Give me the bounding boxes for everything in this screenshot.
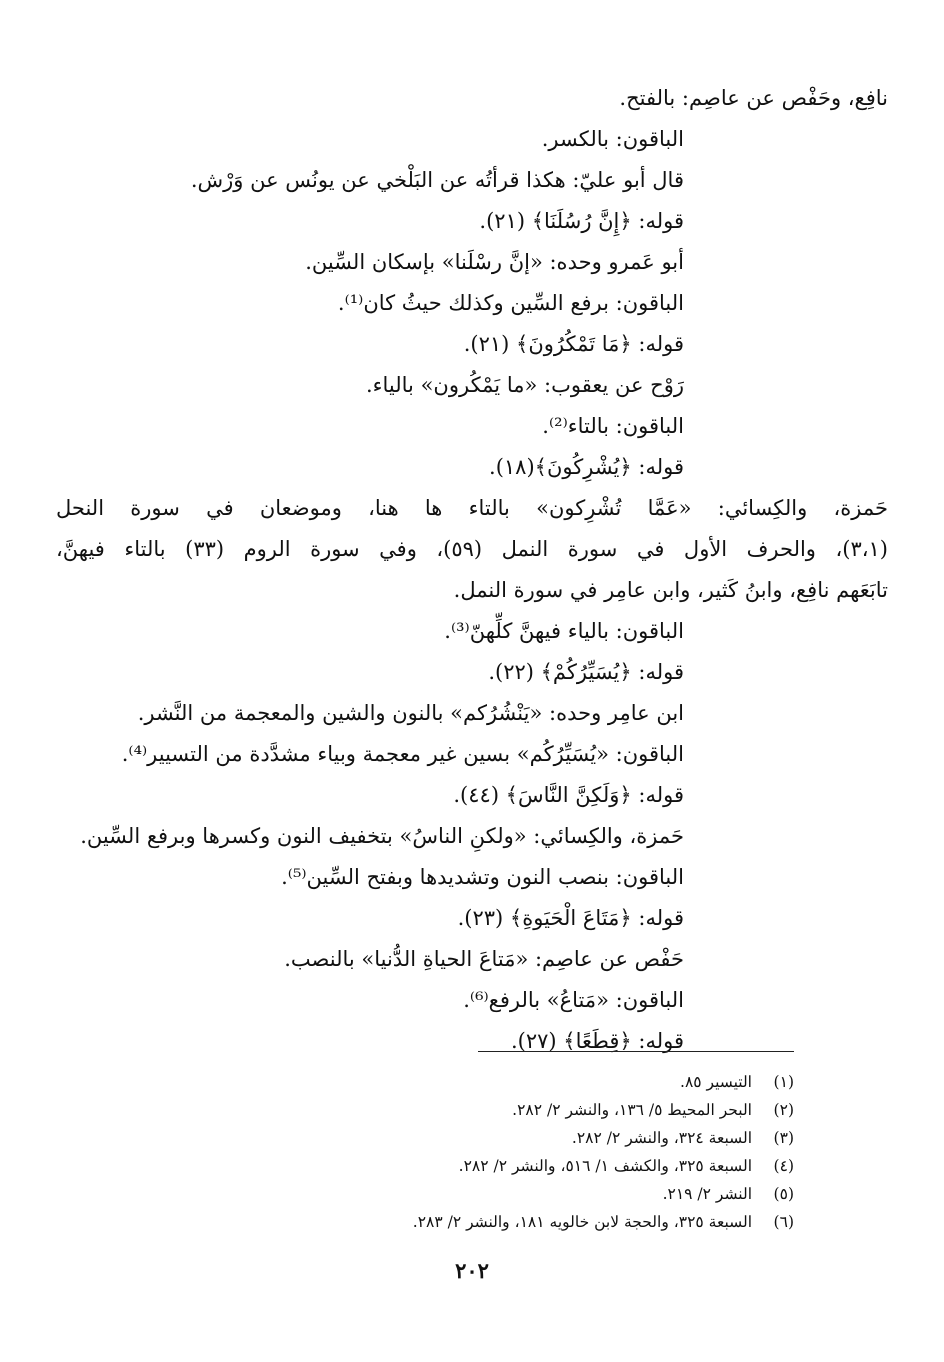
footnote-text: السبعة ٣٢٥، والكشف ١/ ٥١٦، والنشر ٢/ ٢٨٢. xyxy=(458,1157,752,1175)
text-line: الباقون: «مَتاعُ» بالرفع⁽⁶⁾. xyxy=(463,988,684,1012)
text-line: ابن عامِر وحده: «يَنْشُرُكم» بالنون والشين والمعجمة من النَّشر. xyxy=(137,701,684,725)
footnote-text: التيسير ٨٥. xyxy=(680,1073,752,1091)
text-line: الباقون: بالتاء⁽²⁾. xyxy=(542,414,684,438)
footnote-number: (١) xyxy=(773,1073,794,1091)
footnote-number: (٣) xyxy=(773,1129,794,1147)
footnote-separator xyxy=(478,1051,794,1052)
page-number: ٢٠٢ xyxy=(455,1258,489,1283)
footnote-text: السبعة ٣٢٤، والنشر ٢/ ٢٨٢. xyxy=(571,1129,752,1147)
footnote xyxy=(94,1096,794,1124)
text-line: حَمزة، والكِسائي: «عَمَّا تُشْرِكون» بالتاء ها هنا، وموضعان في سورة النحل xyxy=(56,496,888,520)
text-line: قوله: ﴿وَلَكِنَّ النَّاسَ﴾ (٤٤). xyxy=(453,783,684,807)
footnote xyxy=(94,1068,794,1096)
text-line: قوله: ﴿يُسَيِّرُكُمْ﴾ (٢٢). xyxy=(488,660,684,684)
footnotes xyxy=(94,1068,794,1236)
text-line: الباقون: برفع السِّين وكذلك حيثُ كان⁽¹⁾. xyxy=(337,291,684,315)
text-line: نافِع، وحَفْص عن عاصِم: بالفتح. xyxy=(619,86,888,110)
text-line: رَوْح عن يعقوب: «ما يَمْكُرون» بالياء. xyxy=(365,373,684,397)
text-line: قال أبو عليّ: هكذا قرأتُه عن البَلْخي عن يونُس عن وَرْش. xyxy=(190,168,684,192)
text-line: قوله: ﴿قِطَعًا﴾ (٢٧). xyxy=(510,1029,684,1053)
text-line: الباقون: بالياء فيهنَّ كلِّهنّ⁽³⁾. xyxy=(444,619,684,643)
footnote-number: (٦) xyxy=(773,1213,794,1231)
text-line: قوله: ﴿مَتَاعَ الْحَيَوةِ﴾ (٢٣). xyxy=(457,906,684,930)
footnote xyxy=(94,1152,794,1180)
footnote-text: النشر ٢/ ٢١٩. xyxy=(662,1185,752,1203)
footnote xyxy=(94,1124,794,1152)
text-line: أبو عَمرو وحده: «إنَّ رسْلَنا» بإسكان السِّين. xyxy=(305,250,684,274)
text-line: (٣،١)، والحرف الأول في سورة النمل (٥٩)، وفي سورة الروم (٣٣) بالتاء فيهنَّ، xyxy=(56,537,888,561)
main-text xyxy=(56,78,888,1062)
footnote-number: (٤) xyxy=(773,1157,794,1175)
footnote-text: البحر المحيط ٥/ ١٣٦، والنشر ٢/ ٢٨٢. xyxy=(512,1101,752,1119)
footnote-number: (٢) xyxy=(773,1101,794,1119)
text-line: الباقون: بالكسر. xyxy=(541,127,684,151)
text-line: تابَعَهم نافِع، وابنُ كَثير، وابن عامِر في سورة النمل. xyxy=(453,578,888,602)
text-line: حَفْص عن عاصِم: «مَتاعَ الحياةِ الدُّنيا» بالنصب. xyxy=(284,947,684,971)
text-line: قوله: ﴿إِنَّ رُسُلَنَا﴾ (٢١). xyxy=(479,209,684,233)
text-line: الباقون: بنصب النون وتشديدها وبفتح السِّين⁽⁵⁾. xyxy=(281,865,684,889)
text-line: حَمزة، والكِسائي: «ولكنِ الناسُ» بتخفيف النون وكسرها وبرفع السِّين. xyxy=(80,824,684,848)
text-line: قوله: ﴿يُشْرِكُونَ﴾(١٨). xyxy=(489,455,684,479)
footnote-number: (٥) xyxy=(773,1185,794,1203)
footnote xyxy=(94,1180,794,1208)
text-line: قوله: ﴿مَا تَمْكُرُونَ﴾ (٢١). xyxy=(463,332,684,356)
footnote-text: السبعة ٣٢٥، والحجة لابن خالويه ١٨١، والنشر ٢/ ٢٨٣. xyxy=(412,1213,752,1231)
footnote xyxy=(94,1208,794,1236)
text-line: الباقون: «يُسَيِّرُكُم» بسين غير معجمة وبياء مشدَّدة من التسيير⁽⁴⁾. xyxy=(121,742,684,766)
